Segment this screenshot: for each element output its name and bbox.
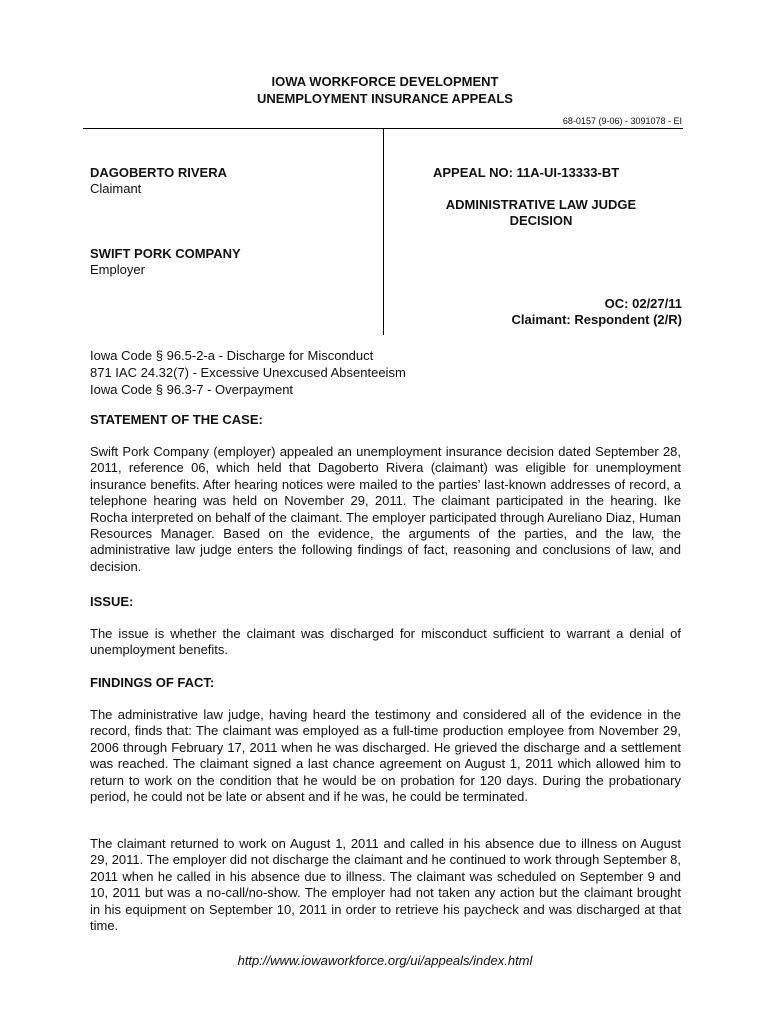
issue-paragraph: The issue is whether the claimant was discharged for misconduct sufficient to warrant a denial of unemployment benefits. (90, 626, 681, 658)
findings-paragraph-2: The claimant returned to work on August 1, 2011 and called in his absence due to illness on August 29, 2011. The employer did not discharge the claimant and he continued to work through September 8, 2011 when he called in his absence due to illness. The claimant was scheduled on September 9 and 10, 2011 but was a no-call/no-show. The employer had not taken any action but the claimant brought in his equipment on September 10, 2011 in order to retrieve his paycheck and was discharged at that time. (90, 836, 681, 934)
decision-title-line1: ADMINISTRATIVE LAW JUDGE (445, 197, 637, 212)
statement-paragraph: Swift Pork Company (employer) appealed an unemployment insurance decision dated September 28, 2011, reference 06, which held that Dagoberto Rivera (claimant) was eligible for unemployment insurance benefits. After hearing notices were mailed to the parties’ last-known addresses of record, a telephone hearing was held on November 29, 2011. The claimant participated in the hearing. Ike Rocha interpreted on behalf of the claimant. The employer participated through Aureliano Diaz, Human Resources Manager. Based on the evidence, the arguments of the parties, and the law, the administrative law judge enters the following findings of fact, reasoning and conclusions of law, and decision. (90, 444, 681, 574)
column-divider (383, 128, 384, 335)
legal-code-item: Iowa Code § 96.5-2-a - Discharge for Misconduct (90, 348, 374, 363)
employer-role: Employer (90, 262, 145, 277)
issue-heading: ISSUE: (90, 594, 134, 609)
statement-heading: STATEMENT OF THE CASE: (90, 412, 263, 427)
form-code: 68-0157 (9-06) - 3091078 - EI (562, 116, 682, 126)
claimant-status: Claimant: Respondent (2/R) (511, 312, 682, 327)
appeal-number: APPEAL NO: 11A-UI-13333-BT (433, 165, 620, 180)
legal-code-item: Iowa Code § 96.3-7 - Overpayment (90, 382, 294, 397)
decision-title-line2: DECISION (509, 213, 573, 228)
oc-date: OC: 02/27/11 (604, 296, 682, 311)
agency-title: IOWA WORKFORCE DEVELOPMENT (271, 74, 499, 89)
decision-title (400, 197, 682, 229)
employer-name: SWIFT PORK COMPANY (90, 246, 241, 261)
claimant-role: Claimant (90, 181, 142, 196)
legal-code-item: 871 IAC 24.32(7) - Excessive Unexcused Absenteeism (90, 365, 406, 380)
findings-paragraph-1: The administrative law judge, having heard the testimony and considered all of the evidence in the record, finds that: The claimant was employed as a full-time production employee from November 29, 2006 through February 17, 2011 when he was discharged. He grieved the discharge and a settlement was reached. The claimant signed a last chance agreement on August 1, 2011 which allowed him to return to work on the condition that he would be on probation for 120 days. During the probationary period, he could not be late or absent and if he was, he could be terminated. (90, 707, 681, 805)
footer-url[interactable]: http://www.iowaworkforce.org/ui/appeals/index.html (237, 953, 533, 968)
legal-codes (90, 347, 406, 398)
division-title: UNEMPLOYMENT INSURANCE APPEALS (257, 91, 513, 106)
claimant-name: DAGOBERTO RIVERA (90, 165, 227, 180)
findings-heading: FINDINGS OF FACT: (90, 675, 215, 690)
